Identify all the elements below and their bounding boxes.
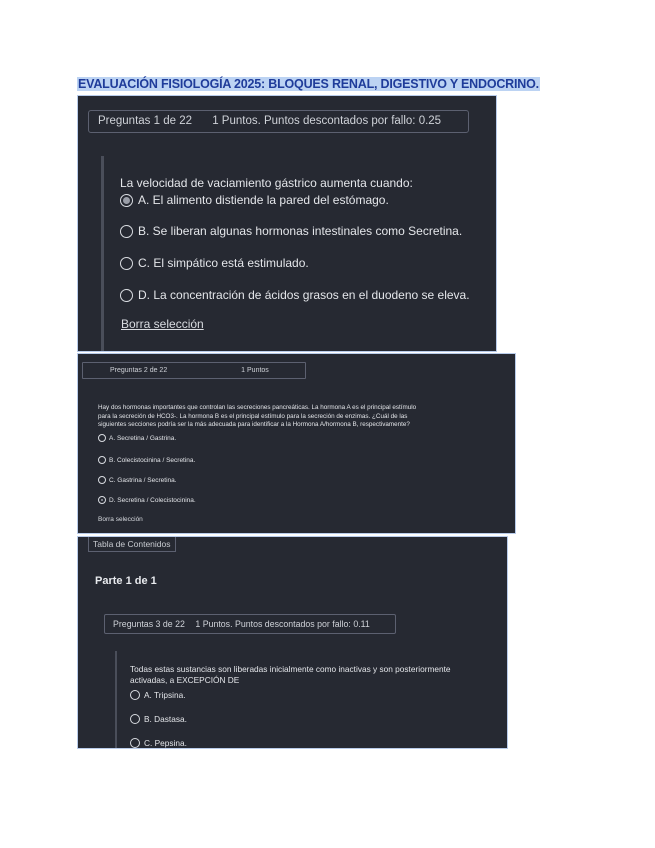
question-1-option-c[interactable]: [120, 256, 309, 270]
option-label: B. Colecistocinina / Secretina.: [109, 456, 196, 464]
radio-icon[interactable]: [130, 714, 140, 724]
option-label: B. Se liberan algunas hormonas intestinales como Secretina.: [138, 224, 463, 238]
option-label: C. El simpático está estimulado.: [138, 256, 309, 270]
question-3-option-a[interactable]: [130, 690, 186, 700]
option-label: A. El alimento distiende la pared del estómago.: [138, 193, 389, 207]
question-2-clear-selection-link[interactable]: Borra selección: [98, 516, 143, 523]
option-label: A. Tripsina.: [144, 690, 186, 700]
option-label: C. Pepsina.: [144, 738, 187, 748]
question-2-counter: Preguntas 2 de 22: [110, 367, 168, 374]
option-label: B. Dastasa.: [144, 714, 187, 724]
question-3-left-bar: [115, 651, 117, 748]
radio-icon[interactable]: [120, 225, 133, 238]
question-1-counter: Preguntas 1 de 22: [98, 115, 192, 127]
question-3-screenshot: [77, 536, 508, 749]
table-of-contents-tab[interactable]: Tabla de Contenidos: [88, 537, 176, 552]
radio-icon[interactable]: [98, 456, 106, 464]
question-1-left-bar: [101, 156, 104, 351]
question-3-header: [104, 614, 396, 634]
question-2-header: [82, 362, 306, 379]
question-1-points: 1 Puntos. Puntos descontados por fallo: 0.25: [212, 115, 442, 127]
question-1-screenshot: [77, 95, 497, 352]
part-label: Parte 1 de 1: [95, 575, 157, 587]
question-3-text-line: Todas estas sustancias son liberadas inicialmente como inactivas y son posteriormente: [130, 664, 451, 674]
option-label: C. Gastrina / Secretina.: [109, 476, 177, 484]
radio-icon[interactable]: [120, 257, 133, 270]
question-1-option-d[interactable]: [120, 288, 470, 302]
question-2-text-line: siguientes secciones podría ser la más adecuada para identificar a la Hormona A/hormona B, respectivamente?: [98, 421, 410, 429]
question-2-option-b[interactable]: [98, 456, 195, 464]
radio-icon[interactable]: [98, 476, 106, 484]
radio-selected-icon[interactable]: [120, 194, 133, 207]
question-2-points: 1 Puntos: [241, 367, 269, 374]
document-title: EVALUACIÓN FISIOLOGÍA 2025: BLOQUES RENAL, DIGESTIVO Y ENDOCRINO.: [78, 77, 539, 91]
radio-icon[interactable]: [120, 289, 133, 302]
question-3-option-c[interactable]: [130, 738, 187, 748]
question-2-text: [98, 404, 416, 430]
radio-icon[interactable]: [98, 434, 106, 442]
radio-selected-icon[interactable]: [98, 496, 106, 504]
question-1-header: [88, 110, 469, 133]
question-1-option-a[interactable]: [120, 193, 389, 207]
question-1-option-b[interactable]: [120, 224, 462, 238]
question-3-points: 1 Puntos. Puntos descontados por fallo: 0.11: [195, 619, 370, 629]
option-label: D. La concentración de ácidos grasos en el duodeno se eleva.: [138, 288, 470, 302]
question-3-counter: Preguntas 3 de 22: [113, 619, 185, 629]
question-1-clear-selection-link[interactable]: Borra selección: [121, 317, 204, 331]
question-3-option-b[interactable]: [130, 714, 187, 724]
radio-icon[interactable]: [130, 690, 140, 700]
question-2-option-c[interactable]: [98, 476, 177, 484]
radio-icon[interactable]: [130, 738, 140, 748]
option-label: D. Secretina / Colecistocinina.: [109, 496, 196, 504]
question-3-text-line: activadas, a EXCEPCIÓN DE: [130, 675, 240, 685]
question-2-option-a[interactable]: [98, 434, 176, 442]
question-3-text: [130, 664, 451, 686]
question-2-screenshot: [77, 353, 516, 534]
question-1-text: La velocidad de vaciamiento gástrico aumenta cuando:: [120, 176, 413, 190]
question-2-option-d[interactable]: [98, 496, 196, 504]
option-label: A. Secretina / Gastrina.: [109, 434, 177, 442]
question-2-text-line: Hay dos hormonas importantes que controlan las secreciones pancreáticas. La hormona A es el principal estímulo: [98, 404, 417, 411]
question-2-text-line: para la secreción de HCO3-. La hormona B es el principal estímulo para la secreción de enzimas. ¿Cuál de las: [98, 412, 408, 420]
